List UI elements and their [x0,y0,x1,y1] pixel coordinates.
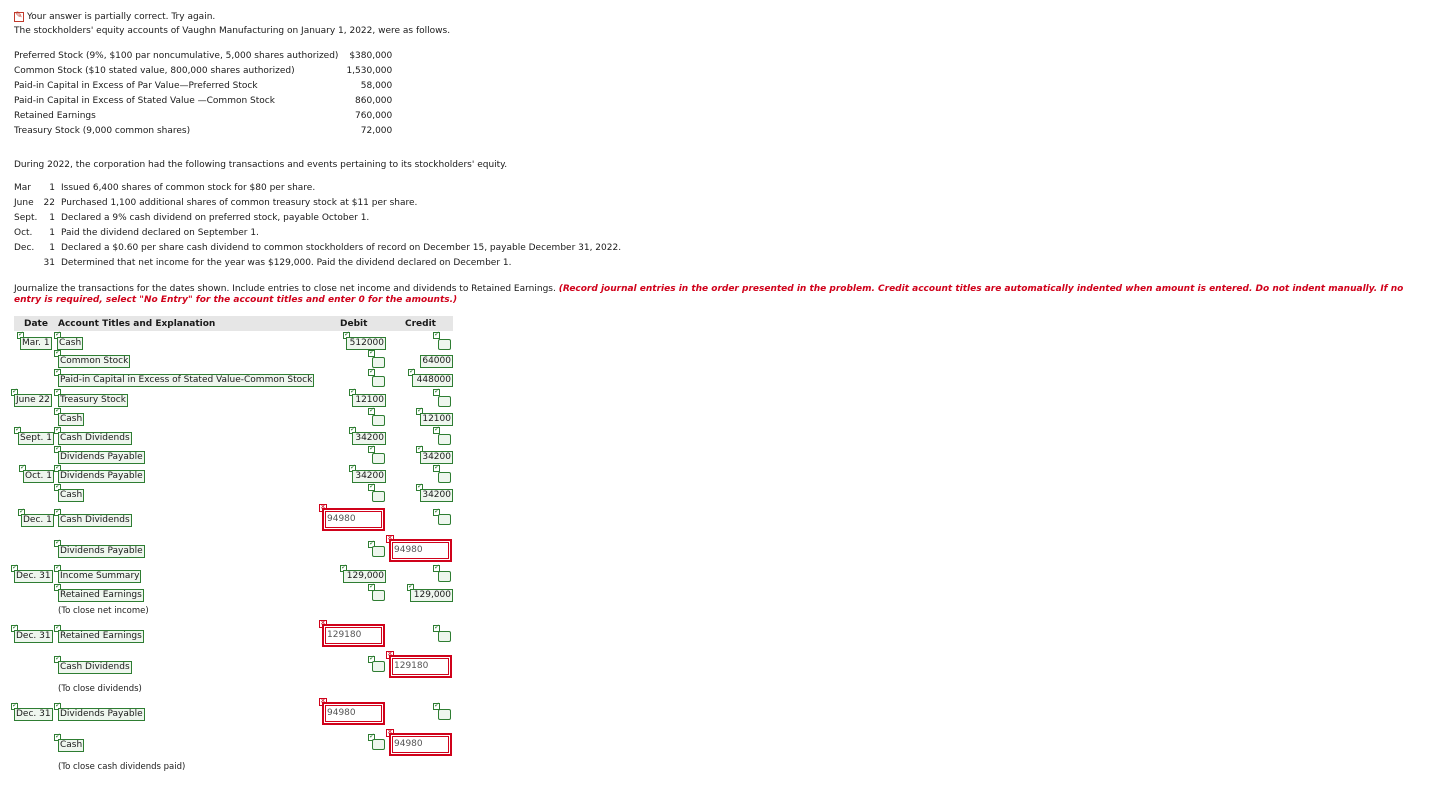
debit-field[interactable] [372,590,385,601]
credit-field[interactable]: 12100 [420,413,453,426]
date-field[interactable]: Dec. 1 [23,515,52,525]
account-header: Account Titles and Explanation [58,319,216,329]
answer-status [14,12,215,22]
debit-field[interactable] [372,546,385,557]
credit-header: Credit [405,319,436,329]
date-field[interactable]: Dec. 31 [16,631,51,641]
check-icon [433,389,440,396]
instructions: Journalize the transactions for the dates shown. Include entries to close net income and dividends to Retained Earnings. (Record journal entries in the order presented in the problem. Credit account titles are automatically indented when amount is entered. Do not indent manually. If no entry is required, select "No Entry" for the account titles and enter 0 for the amounts.) [14,284,1404,305]
account-field[interactable]: Retained Earnings [60,590,142,600]
credit-field[interactable] [438,514,451,525]
debit-field[interactable] [372,661,385,672]
list-item: Mar 1 Issued 6,400 shares of common stock for $80 per share. [14,183,316,193]
account-field[interactable]: Cash [60,740,83,750]
credit-field[interactable]: 34200 [420,451,453,464]
account-field[interactable]: Treasury Stock [60,395,126,405]
credit-field[interactable]: 34200 [420,489,453,502]
account-field[interactable]: Dividends Payable [60,452,143,462]
debit-field[interactable] [372,415,385,426]
list-item: Oct. 1 Paid the dividend declared on September 1. [14,228,259,238]
check-icon [368,369,375,376]
list-item: Sept. 1 Declared a 9% cash dividend on preferred stock, payable October 1. [14,213,370,223]
check-icon [433,427,440,434]
credit-field[interactable] [438,571,451,582]
credit-field[interactable]: 94980 [389,539,452,562]
account-field[interactable]: Common Stock [60,356,129,366]
account-field[interactable]: Paid-in Capital in Excess of Stated Value-Common Stock [60,375,313,385]
credit-field[interactable]: 448000 [412,374,453,387]
account-field[interactable]: Cash [60,490,83,500]
check-icon [368,408,375,415]
credit-field[interactable] [438,339,451,350]
debit-field[interactable]: 34200 [352,470,386,483]
table-row: Preferred Stock (9%, $100 par noncumulative, 5,000 shares authorized) $380,000 [14,50,393,61]
partial-correct-icon [14,12,24,22]
date-field[interactable]: Dec. 31 [16,709,51,719]
debit-header: Debit [340,319,368,329]
account-field[interactable]: Cash [60,414,83,424]
table-row: Treasury Stock (9,000 common shares) 72,000 [14,125,393,136]
account-field[interactable]: Income Summary [60,571,140,581]
journal-header [14,316,453,331]
list-item: June 22 Purchased 1,100 additional shares of common treasury stock at $11 per share. [14,198,418,208]
debit-field[interactable]: 94980 [322,702,385,725]
table-row: Paid-in Capital in Excess of Stated Value —Common Stock 860,000 [14,95,393,106]
credit-field[interactable]: 94980 [389,733,452,756]
debit-field[interactable] [372,453,385,464]
debit-field[interactable]: 512000 [346,337,386,350]
table-row: Retained Earnings 760,000 [14,110,393,121]
debit-field[interactable]: 34200 [352,432,386,445]
debit-field[interactable]: 129,000 [343,570,386,583]
note-close-income: (To close net income) [58,606,149,616]
table-row: Common Stock ($10 stated value, 800,000 shares authorized) 1,530,000 [14,65,393,76]
note-close-cash-dividends: (To close cash dividends paid) [58,762,186,772]
date-field[interactable]: June 22 [16,395,50,405]
debit-field[interactable] [372,739,385,750]
instructions-note: (Record journal entries in the order presented in the problem. Credit account titles are automatically indented when amount is entered. Do not indent manually. If no entry is required, select "No Entry" for the account titles and enter 0 for the amounts.) [14,284,1404,305]
account-field[interactable]: Dividends Payable [60,709,143,719]
status-text: Your answer is partially correct. Try again. [27,12,216,22]
debit-field[interactable]: 129180 [322,624,385,647]
credit-field[interactable] [438,472,451,483]
list-item: 31 Determined that net income for the year was $129,000. Paid the dividend declared on December 1. [43,258,512,268]
credit-field[interactable]: 129,000 [410,589,453,602]
credit-field[interactable] [438,434,451,445]
debit-field[interactable]: 94980 [322,508,385,531]
credit-field[interactable]: 129180 [389,655,452,678]
during-text: During 2022, the corporation had the following transactions and events pertaining to its stockholders' equity. [14,160,508,170]
note-close-dividends: (To close dividends) [58,684,142,694]
debit-field[interactable]: 12100 [352,394,386,407]
date-field[interactable]: Sept. 1 [20,433,52,443]
account-field[interactable]: Cash Dividends [60,515,130,525]
account-field[interactable]: Dividends Payable [60,471,143,481]
date-field[interactable]: Oct. 1 [25,471,53,481]
problem-intro: The stockholders' equity accounts of Vaughn Manufacturing on January 1, 2022, were as follows. [14,26,451,36]
table-row: Paid-in Capital in Excess of Par Value—Preferred Stock 58,000 [14,80,393,91]
credit-field[interactable]: 64000 [420,355,453,368]
account-field[interactable]: Cash Dividends [60,433,130,443]
date-field[interactable]: Dec. 31 [16,571,51,581]
check-icon [368,484,375,491]
account-field[interactable]: Cash [59,338,82,348]
date-field[interactable]: Mar. 1 [22,338,50,348]
credit-field[interactable] [438,396,451,407]
account-field[interactable]: Retained Earnings [60,631,142,641]
credit-field[interactable] [438,709,451,720]
check-icon [368,350,375,357]
check-icon [433,465,440,472]
credit-field[interactable] [438,631,451,642]
list-item: Dec. 1 Declared a $0.60 per share cash dividend to common stockholders of record on December 15, payable December 31, 2022. [14,243,622,253]
account-field[interactable]: Cash Dividends [60,662,130,672]
debit-field[interactable] [372,376,385,387]
debit-field[interactable] [372,491,385,502]
account-field[interactable]: Dividends Payable [60,546,143,556]
check-icon [368,446,375,453]
date-header: Date [24,319,48,329]
equity-table [14,48,392,138]
check-icon [433,332,440,339]
